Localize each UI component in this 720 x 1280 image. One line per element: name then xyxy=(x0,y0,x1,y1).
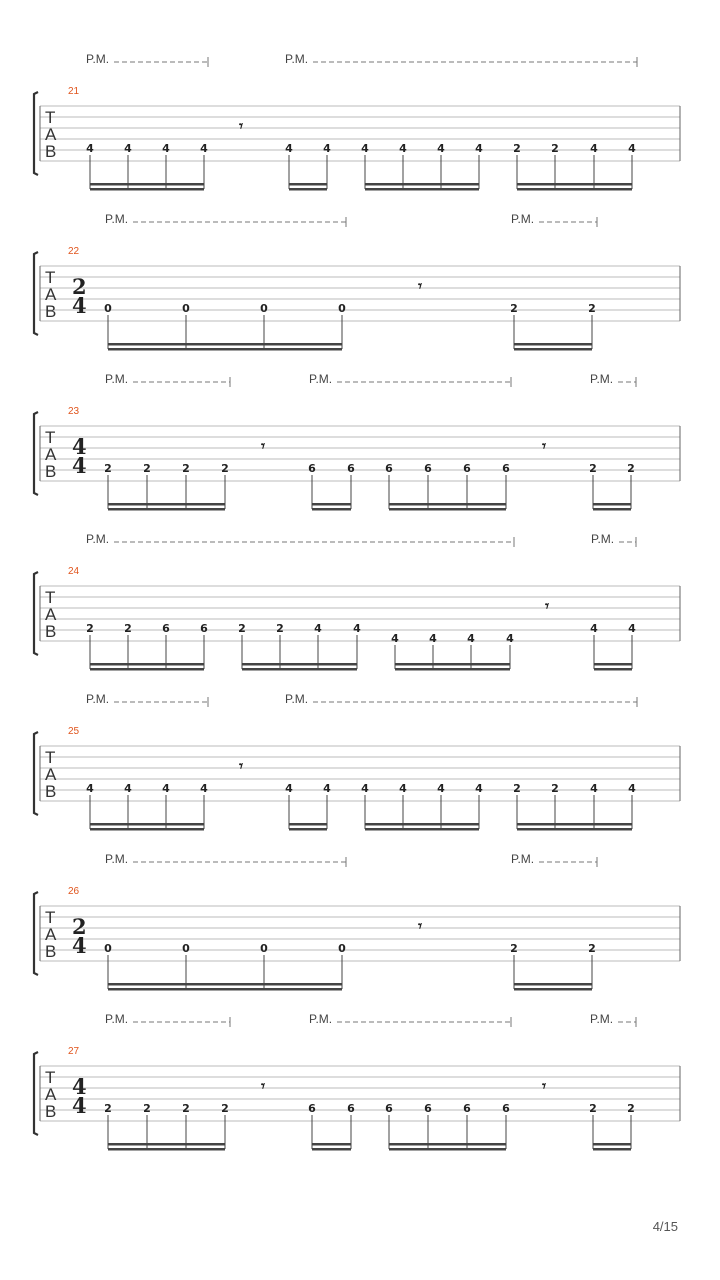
fret-number: 4 xyxy=(475,782,483,795)
bar-number: 23 xyxy=(68,406,80,417)
fret-number: 2 xyxy=(104,1102,112,1115)
fret-number: 4 xyxy=(506,632,514,645)
tab-clef-letter: B xyxy=(45,1102,57,1121)
system-bracket xyxy=(34,92,38,175)
beam xyxy=(90,183,204,186)
fret-number: 6 xyxy=(502,462,510,475)
beam xyxy=(108,503,225,506)
fret-number: 2 xyxy=(124,622,132,635)
beam xyxy=(90,668,204,671)
beam xyxy=(289,823,327,826)
fret-number: 0 xyxy=(104,302,112,315)
fret-number: 0 xyxy=(104,942,112,955)
tab-clef-letter: A xyxy=(45,125,57,144)
fret-number: 4 xyxy=(437,782,445,795)
fret-number: 2 xyxy=(86,622,94,635)
fret-number: 4 xyxy=(475,142,483,155)
beam xyxy=(242,668,357,671)
fret-number: 2 xyxy=(588,302,596,315)
fret-number: 2 xyxy=(627,1102,635,1115)
beam xyxy=(517,823,632,826)
tab-clef-letter: T xyxy=(45,268,56,287)
palm-mute-label: P.M. xyxy=(86,532,110,546)
fret-number: 6 xyxy=(200,622,208,635)
beam xyxy=(108,508,225,511)
beam xyxy=(108,983,342,986)
tab-clef-letter: T xyxy=(45,428,56,447)
tab-clef-letter: B xyxy=(45,302,57,321)
tab-clef-letter: T xyxy=(45,108,56,127)
fret-number: 4 xyxy=(628,782,636,795)
eighth-rest: 𝄾 xyxy=(239,757,243,775)
bar-number: 25 xyxy=(68,726,80,737)
fret-number: 4 xyxy=(124,142,132,155)
fret-number: 4 xyxy=(323,782,331,795)
beam xyxy=(289,188,327,191)
time-signature-bottom: 4 xyxy=(72,293,87,318)
beam xyxy=(514,343,592,346)
beam xyxy=(90,188,204,191)
fret-number: 6 xyxy=(385,462,393,475)
fret-number: 4 xyxy=(399,782,407,795)
fret-number: 6 xyxy=(502,1102,510,1115)
bar-number: 27 xyxy=(68,1046,80,1057)
eighth-rest: 𝄾 xyxy=(418,917,422,935)
beam xyxy=(90,828,204,831)
fret-number: 0 xyxy=(182,302,190,315)
tab-clef-letter: T xyxy=(45,1068,56,1087)
eighth-rest: 𝄾 xyxy=(261,1077,265,1095)
beam xyxy=(389,508,506,511)
fret-number: 2 xyxy=(238,622,246,635)
fret-number: 2 xyxy=(513,142,521,155)
beam xyxy=(517,183,632,186)
time-signature-top: 4 xyxy=(72,1074,87,1099)
beam xyxy=(514,348,592,351)
fret-number: 4 xyxy=(391,632,399,645)
fret-number: 4 xyxy=(200,782,208,795)
beam xyxy=(389,1148,506,1151)
fret-number: 4 xyxy=(323,142,331,155)
fret-number: 6 xyxy=(385,1102,393,1115)
beam xyxy=(108,343,342,346)
time-signature-bottom: 4 xyxy=(72,453,87,478)
eighth-rest: 𝄾 xyxy=(239,117,243,135)
eighth-rest: 𝄾 xyxy=(261,437,265,455)
palm-mute-label: P.M. xyxy=(105,1012,129,1026)
beam xyxy=(289,183,327,186)
tab-clef-letter: T xyxy=(45,908,56,927)
tab-system-26 xyxy=(34,852,680,991)
beam xyxy=(312,1143,351,1146)
fret-number: 6 xyxy=(347,1102,355,1115)
fret-number: 2 xyxy=(143,1102,151,1115)
tab-clef-letter: T xyxy=(45,588,56,607)
fret-number: 2 xyxy=(221,462,229,475)
fret-number: 4 xyxy=(314,622,322,635)
beam xyxy=(108,988,342,991)
fret-number: 6 xyxy=(463,462,471,475)
palm-mute-label: P.M. xyxy=(285,52,309,66)
fret-number: 4 xyxy=(628,622,636,635)
tab-system-23 xyxy=(34,372,680,511)
page-number: 4/15 xyxy=(652,1219,678,1234)
system-bracket xyxy=(34,1052,38,1135)
tab-clef-letter: B xyxy=(45,142,57,161)
beam xyxy=(514,988,592,991)
fret-number: 4 xyxy=(200,142,208,155)
fret-number: 2 xyxy=(221,1102,229,1115)
time-signature-bottom: 4 xyxy=(72,933,87,958)
system-bracket xyxy=(34,732,38,815)
fret-number: 4 xyxy=(399,142,407,155)
tab-clef-letter: A xyxy=(45,605,57,624)
beam xyxy=(242,663,357,666)
fret-number: 4 xyxy=(285,142,293,155)
palm-mute-label: P.M. xyxy=(105,852,129,866)
fret-number: 2 xyxy=(513,782,521,795)
palm-mute-label: P.M. xyxy=(86,52,110,66)
beam xyxy=(108,1148,225,1151)
eighth-rest: 𝄾 xyxy=(542,437,546,455)
tab-system-27 xyxy=(34,1012,680,1151)
fret-number: 2 xyxy=(143,462,151,475)
fret-number: 2 xyxy=(551,142,559,155)
tab-clef-letter: A xyxy=(45,445,57,464)
fret-number: 2 xyxy=(589,462,597,475)
beam xyxy=(389,1143,506,1146)
tab-clef-letter: A xyxy=(45,925,57,944)
fret-number: 0 xyxy=(182,942,190,955)
beam xyxy=(514,983,592,986)
beam xyxy=(365,188,479,191)
system-bracket xyxy=(34,252,38,335)
tab-system-24 xyxy=(34,532,680,671)
time-signature-bottom: 4 xyxy=(72,1093,87,1118)
time-signature-top: 2 xyxy=(72,274,87,299)
tab-system-21 xyxy=(34,52,680,191)
fret-number: 2 xyxy=(104,462,112,475)
tab-system-22 xyxy=(34,212,680,351)
beam xyxy=(517,188,632,191)
fret-number: 4 xyxy=(361,782,369,795)
fret-number: 4 xyxy=(353,622,361,635)
beam xyxy=(365,823,479,826)
fret-number: 2 xyxy=(182,1102,190,1115)
tab-clef-letter: A xyxy=(45,285,57,304)
fret-number: 2 xyxy=(627,462,635,475)
system-bracket xyxy=(34,892,38,975)
beam xyxy=(365,828,479,831)
fret-number: 6 xyxy=(463,1102,471,1115)
beam xyxy=(312,503,351,506)
beam xyxy=(365,183,479,186)
beam xyxy=(593,508,631,511)
beam xyxy=(593,503,631,506)
fret-number: 6 xyxy=(347,462,355,475)
fret-number: 2 xyxy=(510,942,518,955)
palm-mute-label: P.M. xyxy=(309,1012,333,1026)
palm-mute-label: P.M. xyxy=(285,692,309,706)
beam xyxy=(517,828,632,831)
fret-number: 0 xyxy=(260,942,268,955)
fret-number: 4 xyxy=(590,782,598,795)
eighth-rest: 𝄾 xyxy=(542,1077,546,1095)
palm-mute-label: P.M. xyxy=(590,1012,614,1026)
fret-number: 4 xyxy=(86,782,94,795)
system-bracket xyxy=(34,572,38,655)
tab-clef-letter: B xyxy=(45,622,57,641)
beam xyxy=(389,503,506,506)
beam xyxy=(289,828,327,831)
palm-mute-label: P.M. xyxy=(105,212,129,226)
eighth-rest: 𝄾 xyxy=(418,277,422,295)
tab-clef-letter: B xyxy=(45,942,57,961)
tab-system-25 xyxy=(34,692,680,831)
fret-number: 2 xyxy=(551,782,559,795)
fret-number: 6 xyxy=(162,622,170,635)
palm-mute-label: P.M. xyxy=(590,372,614,386)
palm-mute-label: P.M. xyxy=(86,692,110,706)
fret-number: 4 xyxy=(590,622,598,635)
fret-number: 6 xyxy=(308,462,316,475)
tab-clef-letter: B xyxy=(45,462,57,481)
fret-number: 4 xyxy=(429,632,437,645)
fret-number: 4 xyxy=(162,142,170,155)
fret-number: 4 xyxy=(437,142,445,155)
fret-number: 2 xyxy=(589,1102,597,1115)
tab-clef-letter: A xyxy=(45,1085,57,1104)
tab-clef-letter: A xyxy=(45,765,57,784)
fret-number: 4 xyxy=(590,142,598,155)
fret-number: 4 xyxy=(86,142,94,155)
beam xyxy=(593,1143,631,1146)
fret-number: 2 xyxy=(182,462,190,475)
palm-mute-label: P.M. xyxy=(105,372,129,386)
beam xyxy=(90,823,204,826)
fret-number: 4 xyxy=(285,782,293,795)
beam xyxy=(593,1148,631,1151)
fret-number: 2 xyxy=(588,942,596,955)
bar-number: 26 xyxy=(68,886,80,897)
fret-number: 4 xyxy=(124,782,132,795)
tab-clef-letter: T xyxy=(45,748,56,767)
fret-number: 6 xyxy=(308,1102,316,1115)
fret-number: 6 xyxy=(424,1102,432,1115)
fret-number: 2 xyxy=(510,302,518,315)
time-signature-top: 2 xyxy=(72,914,87,939)
beam xyxy=(594,663,632,666)
bar-number: 21 xyxy=(68,86,80,97)
bar-number: 24 xyxy=(68,566,80,577)
palm-mute-label: P.M. xyxy=(511,852,535,866)
beam xyxy=(108,348,342,351)
fret-number: 4 xyxy=(628,142,636,155)
palm-mute-label: P.M. xyxy=(309,372,333,386)
beam xyxy=(312,508,351,511)
system-bracket xyxy=(34,412,38,495)
fret-number: 0 xyxy=(260,302,268,315)
tab-clef-letter: B xyxy=(45,782,57,801)
beam xyxy=(312,1148,351,1151)
fret-number: 4 xyxy=(467,632,475,645)
beam xyxy=(594,668,632,671)
fret-number: 0 xyxy=(338,942,346,955)
beam xyxy=(395,668,510,671)
fret-number: 4 xyxy=(361,142,369,155)
beam xyxy=(108,1143,225,1146)
eighth-rest: 𝄾 xyxy=(545,597,549,615)
bar-number: 22 xyxy=(68,246,80,257)
palm-mute-label: P.M. xyxy=(591,532,615,546)
fret-number: 2 xyxy=(276,622,284,635)
time-signature-top: 4 xyxy=(72,434,87,459)
beam xyxy=(395,663,510,666)
palm-mute-label: P.M. xyxy=(511,212,535,226)
fret-number: 0 xyxy=(338,302,346,315)
beam xyxy=(90,663,204,666)
fret-number: 4 xyxy=(162,782,170,795)
fret-number: 6 xyxy=(424,462,432,475)
